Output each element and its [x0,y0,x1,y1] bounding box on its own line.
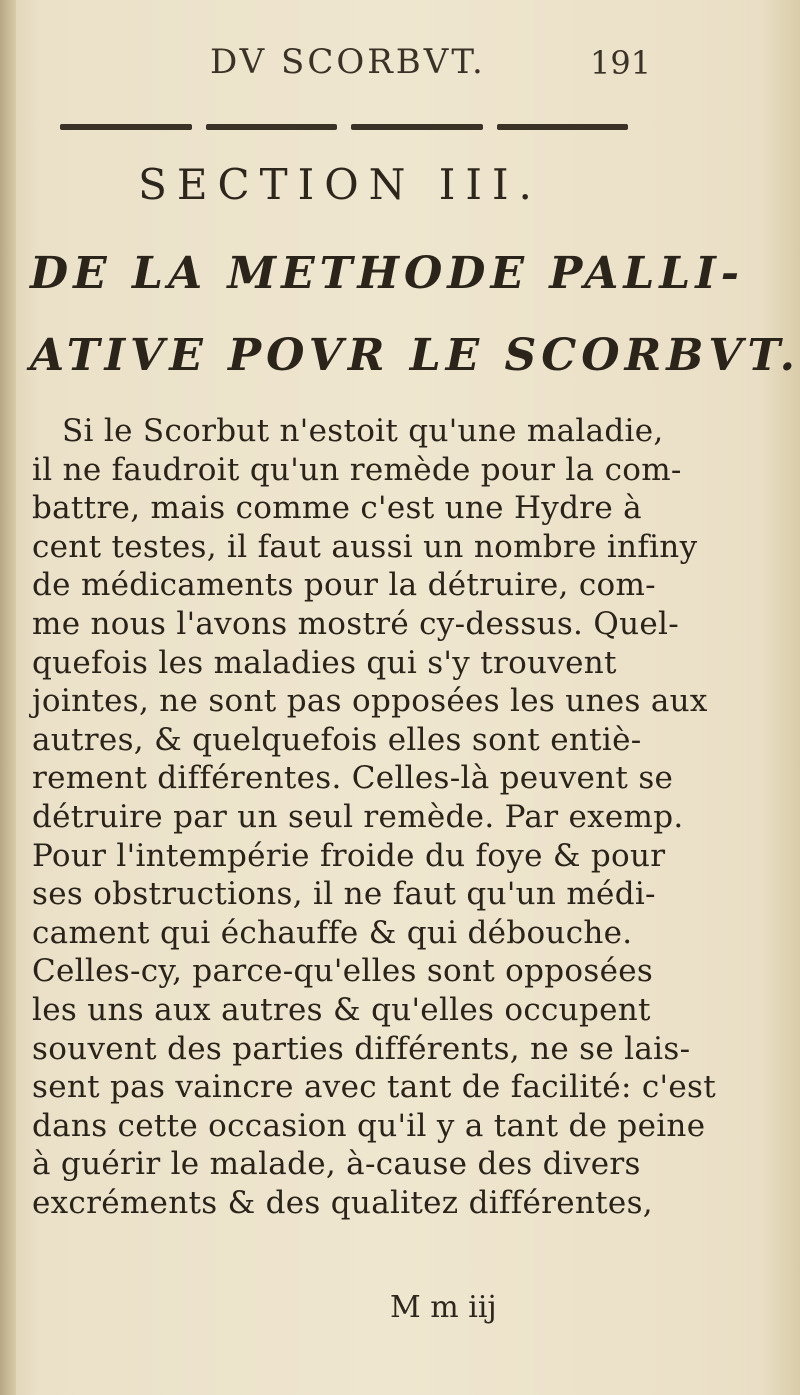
text-line: Si le Scorbut n'estoit qu'une maladie, [62,413,664,449]
text-line: il ne faudroit qu'un remède pour la com- [32,451,682,488]
text-line: Celles-cy, parce-qu'elles sont opposées [32,953,654,990]
ornamental-rule [60,124,628,132]
text-line: souvent des parties différents, ne se lais- [32,1030,691,1067]
ornament-segment [206,124,338,130]
text-line: cament qui échauffe & qui débouche. [32,914,633,951]
ornament-segment [60,124,192,130]
section-heading: SECTION III. [138,160,542,209]
text-line: dans cette occasion qu'il y a tant de peine [32,1107,706,1144]
page-number: 191 [590,44,652,82]
chapter-title-line: DE LA METHODE PALLI- [30,248,745,299]
text-line: excréments & des qualitez différentes, [32,1184,653,1221]
text-line: jointes, ne sont pas opposées les unes aux [32,683,708,720]
text-line: me nous l'avons mostré cy-dessus. Quel- [32,605,679,642]
text-line: cent testes, il faut aussi un nombre infiny [32,528,698,565]
text-line: quefois les maladies qui s'y trouvent [32,644,617,681]
body-text [32,412,716,1222]
text-line: sent pas vaincre avec tant de facilité: c'est [32,1069,716,1106]
chapter-title-line: ATIVE POVR LE SCORBVT. [30,330,800,381]
text-line: battre, mais comme c'est une Hydre à [32,490,642,527]
signature-mark: M m iij [390,1290,497,1325]
binding-gutter [0,0,16,1395]
ornament-segment [497,124,629,130]
text-line: de médicaments pour la détruire, com- [32,567,656,604]
text-line: autres, & quelquefois elles sont entiè- [32,721,642,758]
ornament-segment [351,124,483,130]
text-line: rement différentes. Celles-là peuvent se [32,760,674,797]
text-line: les uns aux autres & qu'elles occupent [32,991,651,1028]
page-header [0,42,800,92]
running-title: DV SCORBVT. [210,42,486,82]
text-line: Pour l'intempérie froide du foye & pour [32,837,666,874]
text-line: ses obstructions, il ne faut qu'un médi- [32,876,656,913]
text-line: détruire par un seul remède. Par exemp. [32,798,684,835]
text-line: à guérir le malade, à-cause des divers [32,1146,641,1183]
